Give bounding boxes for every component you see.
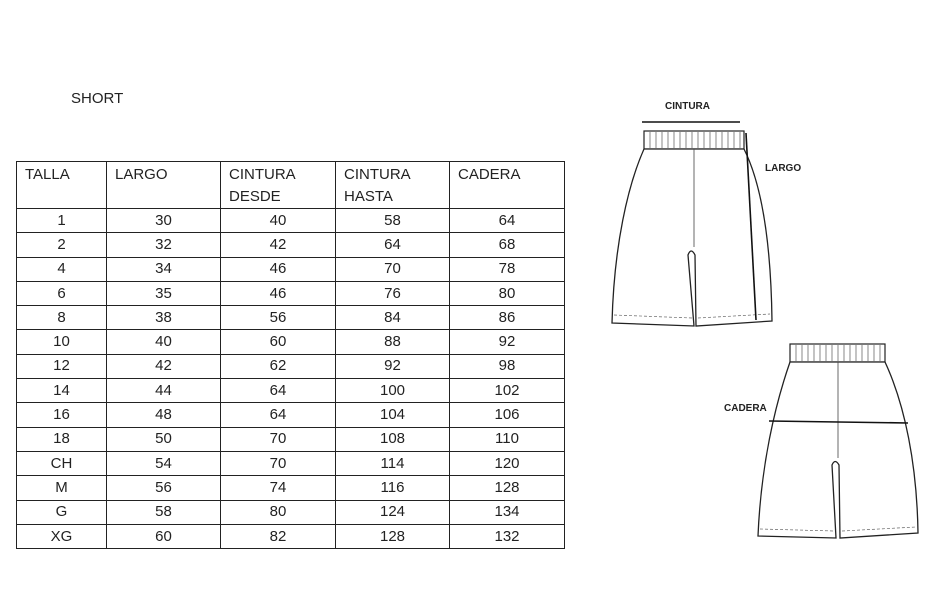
table-cell: 14 [17, 379, 107, 403]
table-cell: 58 [336, 209, 450, 233]
table-row [17, 524, 565, 548]
table-cell: 48 [107, 403, 221, 427]
table-cell: 64 [336, 233, 450, 257]
shorts-diagram-top [600, 115, 790, 335]
table-cell: 68 [450, 233, 565, 257]
table-cell: 70 [221, 451, 336, 475]
table-cell: 54 [107, 451, 221, 475]
table-cell: 102 [450, 379, 565, 403]
table-cell: 16 [17, 403, 107, 427]
table-cell: 92 [336, 354, 450, 378]
table-cell: 6 [17, 281, 107, 305]
table-cell: XG [17, 524, 107, 548]
header-cintura-hasta: CINTURA HASTA [336, 162, 450, 209]
table-cell: 56 [221, 306, 336, 330]
table-cell: 70 [221, 427, 336, 451]
table-row [17, 257, 565, 281]
table-cell: 88 [336, 330, 450, 354]
table-cell: 1 [17, 209, 107, 233]
table-row [17, 379, 565, 403]
table-cell: 120 [450, 451, 565, 475]
table-cell: 132 [450, 524, 565, 548]
table-cell: 74 [221, 476, 336, 500]
table-cell: 76 [336, 281, 450, 305]
table-cell: 128 [336, 524, 450, 548]
table-cell: 56 [107, 476, 221, 500]
table-cell: 30 [107, 209, 221, 233]
table-cell: 78 [450, 257, 565, 281]
table-cell: 60 [107, 524, 221, 548]
table-cell: 100 [336, 379, 450, 403]
table-row [17, 403, 565, 427]
table-cell: 124 [336, 500, 450, 524]
table-row [17, 233, 565, 257]
table-cell: 116 [336, 476, 450, 500]
table-cell: 44 [107, 379, 221, 403]
table-cell: 12 [17, 354, 107, 378]
waistband [790, 344, 885, 362]
table-cell: 46 [221, 281, 336, 305]
table-cell: 64 [221, 403, 336, 427]
table-cell: 114 [336, 451, 450, 475]
table-cell: 46 [221, 257, 336, 281]
table-cell: 62 [221, 354, 336, 378]
label-largo: LARGO [765, 163, 802, 174]
table-cell: 18 [17, 427, 107, 451]
table-cell: 104 [336, 403, 450, 427]
table-cell: 98 [450, 354, 565, 378]
table-cell: 40 [221, 209, 336, 233]
table-header-row [17, 162, 565, 209]
table-cell: 64 [450, 209, 565, 233]
table-cell: 92 [450, 330, 565, 354]
shorts-diagram-bottom [745, 335, 925, 550]
table-cell: 35 [107, 281, 221, 305]
table-cell: 50 [107, 427, 221, 451]
table-cell: 128 [450, 476, 565, 500]
table-cell: CH [17, 451, 107, 475]
table-cell: 86 [450, 306, 565, 330]
table-cell: 70 [336, 257, 450, 281]
table-cell: 58 [107, 500, 221, 524]
table-cell: M [17, 476, 107, 500]
table-row [17, 281, 565, 305]
table-cell: 110 [450, 427, 565, 451]
label-cadera: CADERA [724, 403, 767, 414]
header-cintura-desde: CINTURA DESDE [221, 162, 336, 209]
table-row [17, 500, 565, 524]
table-row [17, 209, 565, 233]
label-cintura: CINTURA [665, 101, 710, 112]
table-cell: 10 [17, 330, 107, 354]
table-cell: 80 [221, 500, 336, 524]
table-cell: 84 [336, 306, 450, 330]
table-cell: 8 [17, 306, 107, 330]
table-row [17, 354, 565, 378]
table-cell: 106 [450, 403, 565, 427]
table-row [17, 330, 565, 354]
table-row [17, 306, 565, 330]
table-cell: 4 [17, 257, 107, 281]
table-cell: G [17, 500, 107, 524]
table-cell: 2 [17, 233, 107, 257]
table-cell: 42 [221, 233, 336, 257]
header-cadera: CADERA [450, 162, 565, 209]
page-title: SHORT [71, 90, 124, 107]
table-row [17, 476, 565, 500]
table-cell: 108 [336, 427, 450, 451]
table-cell: 38 [107, 306, 221, 330]
header-largo: LARGO [107, 162, 221, 209]
table-cell: 134 [450, 500, 565, 524]
table-cell: 32 [107, 233, 221, 257]
header-talla: TALLA [17, 162, 107, 209]
table-cell: 80 [450, 281, 565, 305]
table-row [17, 451, 565, 475]
table-cell: 40 [107, 330, 221, 354]
waistband [644, 131, 744, 149]
table-row [17, 427, 565, 451]
size-chart-table [16, 161, 565, 549]
table-cell: 82 [221, 524, 336, 548]
table-cell: 64 [221, 379, 336, 403]
table-cell: 42 [107, 354, 221, 378]
table-cell: 60 [221, 330, 336, 354]
table-cell: 34 [107, 257, 221, 281]
